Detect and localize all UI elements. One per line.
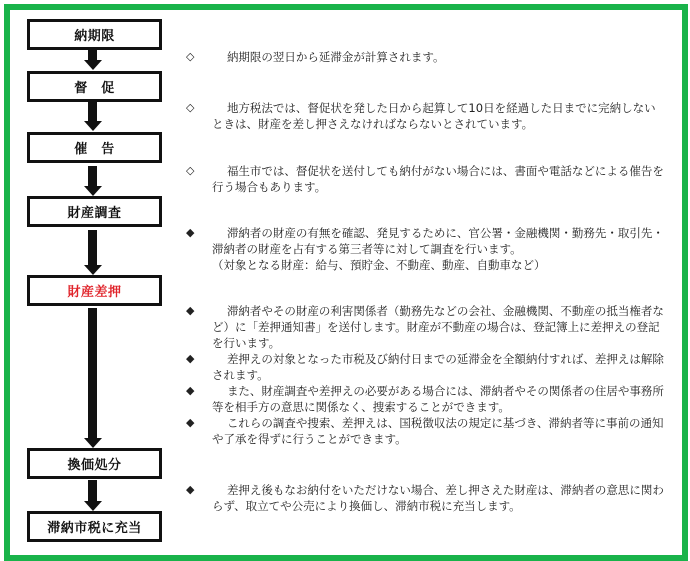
filled-diamond-icon: ◆ <box>186 416 195 429</box>
arrow-shaft <box>88 308 97 438</box>
note-subtext: （対象となる財産：給与、預貯金、不動産、動産、自動車など） <box>212 258 546 272</box>
hollow-diamond-icon: ◇ <box>186 50 195 63</box>
flow-step-demand <box>27 71 162 102</box>
arrow-shaft <box>88 166 97 186</box>
flow-step-liquidation <box>27 448 162 479</box>
flow-step-label: 換価処分 <box>67 458 122 473</box>
note-text: 納期限の翌日から延滞金が計算されます。 <box>226 50 445 64</box>
note-demand <box>186 100 666 132</box>
arrow-down-icon <box>84 265 102 275</box>
arrow-down-icon <box>84 186 102 196</box>
note-text: また、財産調査や差押えの必要がある場合には、滞納者やその関係者の住居や事務所等を相手方の意思に関係なく、捜索することができます。 <box>212 384 664 414</box>
arrow-shaft <box>88 102 97 121</box>
flow-step-label: 財産差押 <box>67 285 122 300</box>
flow-step-seizure <box>27 275 162 306</box>
note-text: 差押え後もなお納付をいただけない場合、差し押さえた財産は、滞納者の意思に関わらず、取立てや公売により換価し、滞納市税に充当します。 <box>212 483 664 513</box>
arrow-shaft <box>88 50 97 60</box>
arrow-shaft <box>88 480 97 501</box>
flow-step-property-investigation <box>27 196 162 227</box>
note-reminder <box>186 163 666 195</box>
note-text: 福生市では、督促状を送付しても納付がない場合には、書面や電話などによる催告を行う場合もあります。 <box>212 164 664 194</box>
filled-diamond-icon: ◆ <box>186 226 195 239</box>
flow-step-label: 納期限 <box>74 29 115 44</box>
arrow-down-icon <box>84 438 102 448</box>
filled-diamond-icon: ◆ <box>186 483 195 496</box>
note-text: これらの調査や捜索、差押えは、国税徴収法の規定に基づき、滞納者等に事前の通知や了承を得ずに行うことができます。 <box>212 416 664 446</box>
filled-diamond-icon: ◆ <box>186 384 195 397</box>
arrow-down-icon <box>84 501 102 511</box>
arrow-shaft <box>88 230 97 265</box>
note-due-date <box>186 49 666 65</box>
note-text: 差押えの対象となった市税及び納付日までの延滞金を全額納付すれば、差押えは解除されます。 <box>212 352 664 382</box>
flow-step-appropriation <box>27 511 162 542</box>
flow-step-label: 督 促 <box>74 81 115 96</box>
filled-diamond-icon: ◆ <box>186 352 195 365</box>
flow-step-label: 滞納市税に充当 <box>47 521 142 536</box>
arrow-down-icon <box>84 60 102 70</box>
note-text: 地方税法では、督促状を発した日から起算して10日を経過した日までに完納しないときは、財産を差し押さえなければならないとされています。 <box>212 101 656 131</box>
note-text: 滞納者の財産の有無を確認、発見するために、官公署・金融機関・勤務先・取引先・滞納者の財産を占有する第三者等に対して調査を行います。 <box>212 226 664 256</box>
hollow-diamond-icon: ◇ <box>186 101 195 114</box>
filled-diamond-icon: ◆ <box>186 304 195 317</box>
arrow-down-icon <box>84 121 102 131</box>
flow-step-label: 催 告 <box>74 142 115 157</box>
flow-step-reminder <box>27 132 162 163</box>
hollow-diamond-icon: ◇ <box>186 164 195 177</box>
note-liquidation <box>186 482 666 514</box>
note-text: 滞納者やその財産の利害関係者（勤務先などの会社、金融機関、不動産の抵当権者など）に「差押通知書」を送付します。財産が不動産の場合は、登記簿上に差押えの登記を行います。 <box>212 304 664 350</box>
flow-step-label: 財産調査 <box>67 206 122 221</box>
note-seizure <box>186 303 666 447</box>
flow-step-due-date <box>27 19 162 50</box>
note-investigation <box>186 225 666 273</box>
